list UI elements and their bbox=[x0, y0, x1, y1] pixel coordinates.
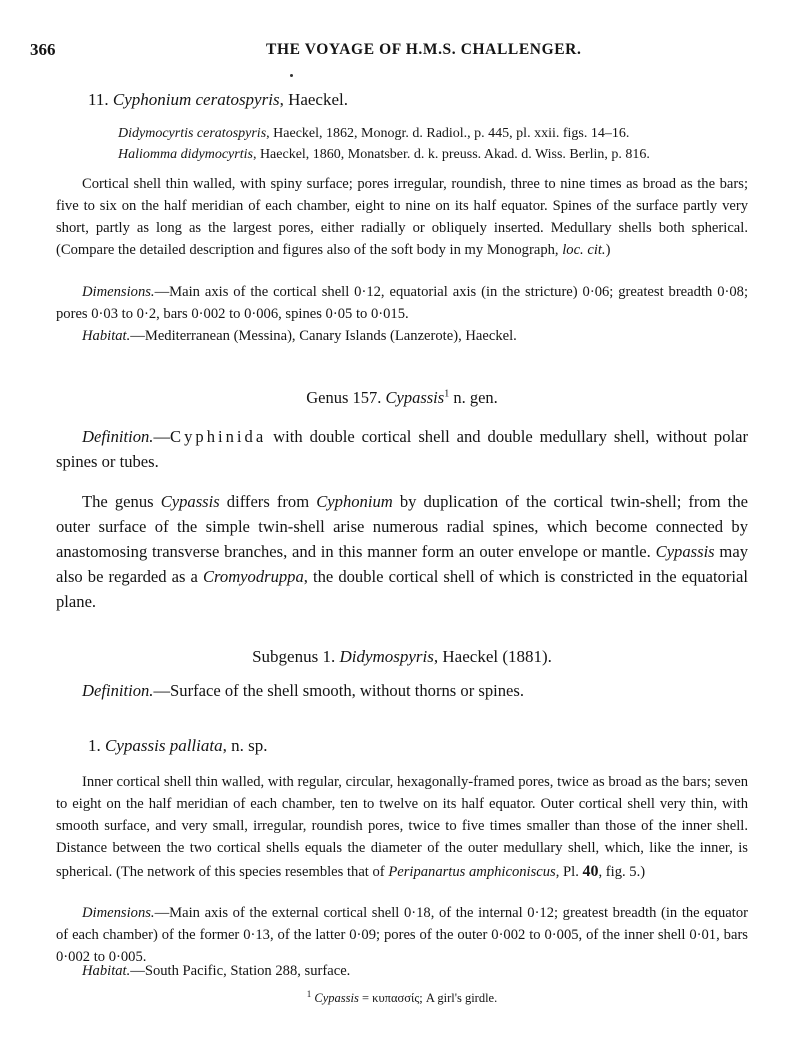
genus-157-paragraph: The genus Cypassis differs from Cyphonium by duplication of the cortical twin-shell; from the outer surface of the simple twin-shell arise numerous radial spines, which become connected by anastomosing transverse branches, and in this manner form an outer envelope or mantle. Cypassis may also be regarded as a Cromyodruppa, the double cortical shell of which is constricted in the equatorial plane. bbox=[56, 492, 749, 611]
species-1-description: Inner cortical shell thin walled, with regular, circular, hexagonally-framed pores, twice as broad as the bars; seven to eight on the half meridian of each chamber, ten to twelve on its half equator. Outer cortical shell very thin, with smooth surface, and very small, irregular, roundish pores, twice to five times smaller than those of the inner shell. Distance between the two cortical shells equals the diameter of the outer medullary shell, which, like the inner, is spherical. (The network of this species resembles that of Peripanartus amphiconiscus, Pl. 40, fig. 5.) bbox=[56, 774, 748, 880]
species-1-dimensions: Dimensions.—Main axis of the external cortical shell 0·18, of the internal 0·12; greatest breadth (in the equator of each chamber) of the former 0·13, of the latter 0·09; pores of the outer 0·002 to 0·005, of the inner shell 0·01, bars 0·002 to 0·005. bbox=[56, 905, 748, 965]
footnote: $^1$ Cypassis = κυπασσίς; A girl's girdle. bbox=[306, 989, 498, 1006]
synonym-line: Haliomma didymocyrtis, Haeckel, 1860, Monatsber. d. k. preuss. Akad. d. Wiss. Berlin, p. 816. bbox=[118, 147, 650, 162]
species-11-dimensions: Dimensions.—Main axis of the cortical shell 0·12, equatorial axis (in the stricture) 0·06; greatest breadth 0·08; pores 0·03 to 0·2, bars 0·002 to 0·006, spines 0·05 to 0·015. bbox=[56, 284, 748, 322]
species-11-habitat: Habitat.—Mediterranean (Messina), Canary Islands (Lanzerote), Haeckel. bbox=[82, 328, 517, 344]
species-11-heading: 11. Cyphonium ceratospyris, Haeckel. bbox=[88, 90, 348, 109]
print-speck bbox=[290, 74, 293, 77]
synonymy-block bbox=[118, 123, 758, 165]
genus-157-heading: Genus 157. Cypassis$^1$ n. gen. bbox=[306, 388, 498, 407]
genus-157-definition: Definition.—Cyphinida with double cortical shell and double medullary shell, without polar spines or tubes. bbox=[56, 427, 748, 471]
page-header bbox=[30, 40, 770, 64]
species-11-description: Cortical shell thin walled, with spiny surface; pores irregular, roundish, three to nine times as broad as the bars; five to six on the half meridian of each chamber, eight to nine on its half equator. Spines of the surface partly very short, partly as long as the largest pores, either radially or obliquely inserted. Medullary shells both spherical. (Compare the detailed description and figures also of the soft body in my Monograph, loc. cit.) bbox=[56, 176, 748, 258]
species-1-habitat: Habitat.—South Pacific, Station 288, surface. bbox=[82, 963, 351, 979]
subgenus-1-definition: Definition.—Surface of the shell smooth, without thorns or spines. bbox=[82, 681, 525, 700]
subgenus-1-heading: Subgenus 1. Didymospyris, Haeckel (1881). bbox=[252, 647, 552, 666]
page-number: 366 bbox=[30, 40, 56, 59]
species-1-heading: 1. Cypassis palliata, n. sp. bbox=[88, 736, 268, 755]
running-title: THE VOYAGE OF H.M.S. CHALLENGER. bbox=[266, 41, 582, 58]
synonym-line: Didymocyrtis ceratospyris, Haeckel, 1862, Monogr. d. Radiol., p. 445, pl. xxii. figs. 14–16. bbox=[118, 126, 630, 141]
